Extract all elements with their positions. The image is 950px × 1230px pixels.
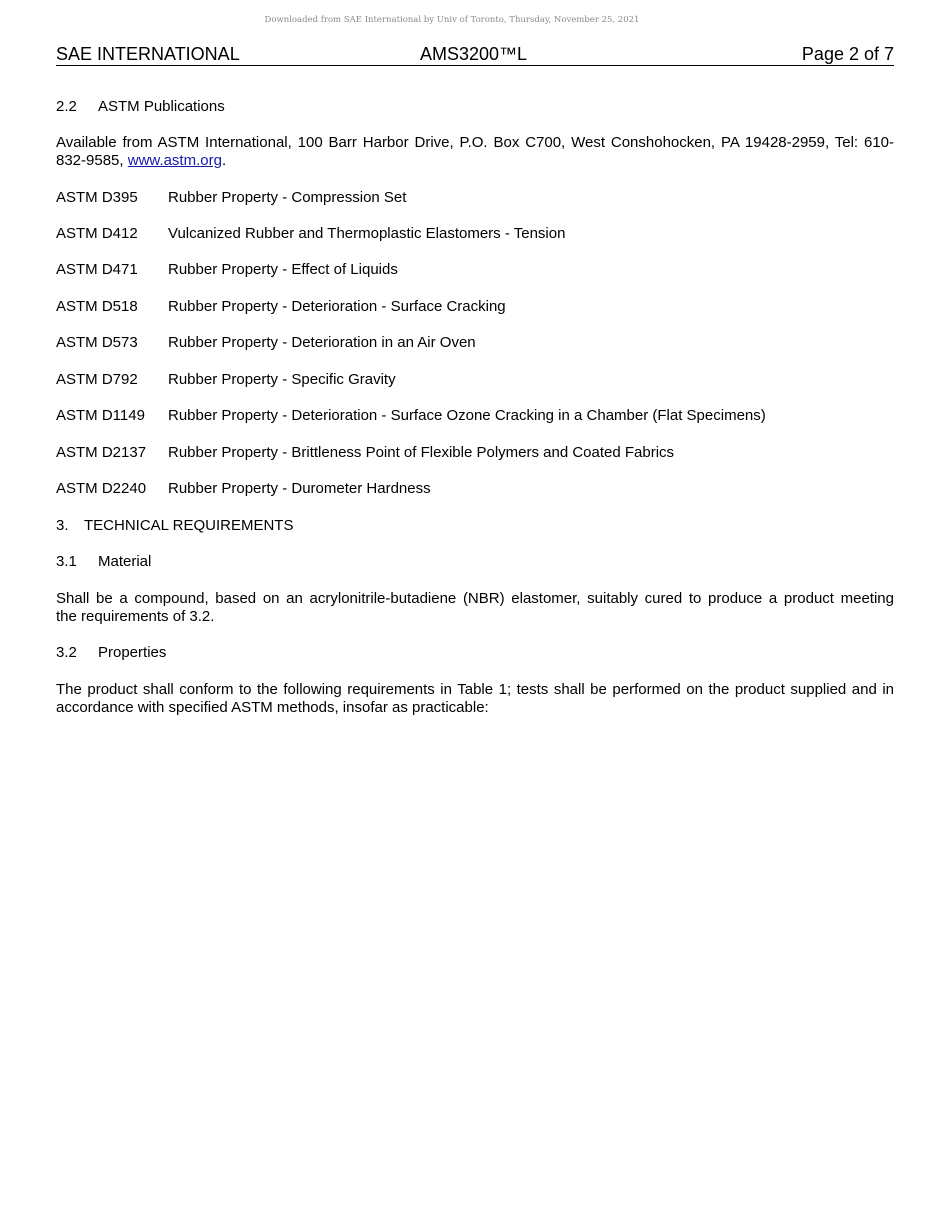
astm-list-item — [56, 444, 674, 462]
astm-code: ASTM D518 — [56, 298, 138, 315]
astm-code: ASTM D471 — [56, 261, 138, 278]
section-number: 3.2 — [56, 644, 77, 661]
availability-phone-suffix: 832-9585, — [56, 152, 128, 169]
astm-title: Rubber Property - Deterioration - Surface Cracking — [168, 298, 506, 315]
astm-code: ASTM D792 — [56, 371, 138, 388]
astm-title: Rubber Property - Compression Set — [168, 189, 407, 206]
header-page-number: Page 2 of 7 — [801, 44, 894, 64]
download-watermark: Downloaded from SAE International by Univ of Toronto, Thursday, November 25, 2021 — [264, 15, 640, 25]
availability-line-1: Available from ASTM International, 100 Barr Harbor Drive, P.O. Box C700, West Conshohocken, PA 19428-2959, Tel: 610- — [56, 134, 894, 151]
astm-title: Rubber Property - Brittleness Point of Flexible Polymers and Coated Fabrics — [168, 444, 675, 461]
astm-code: ASTM D2240 — [56, 480, 147, 497]
astm-availability-paragraph — [56, 134, 894, 170]
astm-title: Rubber Property - Deterioration - Surface Ozone Cracking in a Chamber (Flat Specimens) — [168, 407, 766, 424]
section-2-2-heading — [56, 98, 225, 116]
astm-code: ASTM D573 — [56, 334, 138, 351]
astm-list-item — [56, 298, 506, 316]
page-header — [56, 43, 894, 66]
astm-list-item — [56, 480, 431, 498]
section-title: ASTM Publications — [98, 98, 225, 115]
astm-list-item — [56, 189, 406, 207]
section-number: 3. — [56, 517, 69, 534]
astm-website-link[interactable]: www.astm.org — [127, 152, 222, 169]
astm-title: Rubber Property - Deterioration in an Air Oven — [168, 334, 476, 351]
section-number: 3.1 — [56, 553, 77, 570]
section-3-1-heading — [56, 553, 151, 571]
section-title: TECHNICAL REQUIREMENTS — [84, 517, 294, 534]
section-3-heading — [56, 517, 293, 535]
astm-list-item — [56, 407, 766, 425]
astm-list-item — [56, 225, 565, 243]
header-document-id: AMS3200™L — [420, 44, 528, 64]
astm-code: ASTM D2137 — [56, 444, 147, 461]
material-paragraph — [56, 590, 894, 626]
astm-code: ASTM D412 — [56, 225, 138, 242]
astm-title: Vulcanized Rubber and Thermoplastic Elastomers - Tension — [168, 225, 566, 242]
material-line-2: the requirements of 3.2. — [56, 608, 215, 625]
properties-line-1: The product shall conform to the following requirements in Table 1; tests shall be performed on the product supplied and in — [56, 681, 894, 698]
properties-paragraph — [56, 681, 894, 717]
astm-list-item — [56, 261, 398, 279]
availability-line-2 — [56, 152, 894, 170]
astm-title: Rubber Property - Specific Gravity — [168, 371, 396, 388]
availability-period: . — [221, 152, 227, 169]
header-organization: SAE INTERNATIONAL — [56, 44, 240, 64]
astm-list-item — [56, 371, 396, 389]
properties-line-2: accordance with specified ASTM methods, insofar as practicable: — [56, 699, 489, 716]
astm-title: Rubber Property - Effect of Liquids — [168, 261, 398, 278]
section-title: Properties — [98, 644, 167, 661]
astm-code: ASTM D1149 — [56, 407, 145, 424]
section-3-2-heading — [56, 644, 166, 662]
material-line-1: Shall be a compound, based on an acrylonitrile-butadiene (NBR) elastomer, suitably cured to produce a product meeting — [56, 590, 894, 607]
astm-title: Rubber Property - Durometer Hardness — [168, 480, 431, 497]
astm-code: ASTM D395 — [56, 189, 138, 206]
section-title: Material — [98, 553, 152, 570]
astm-list-item — [56, 334, 476, 352]
section-number: 2.2 — [56, 98, 77, 115]
